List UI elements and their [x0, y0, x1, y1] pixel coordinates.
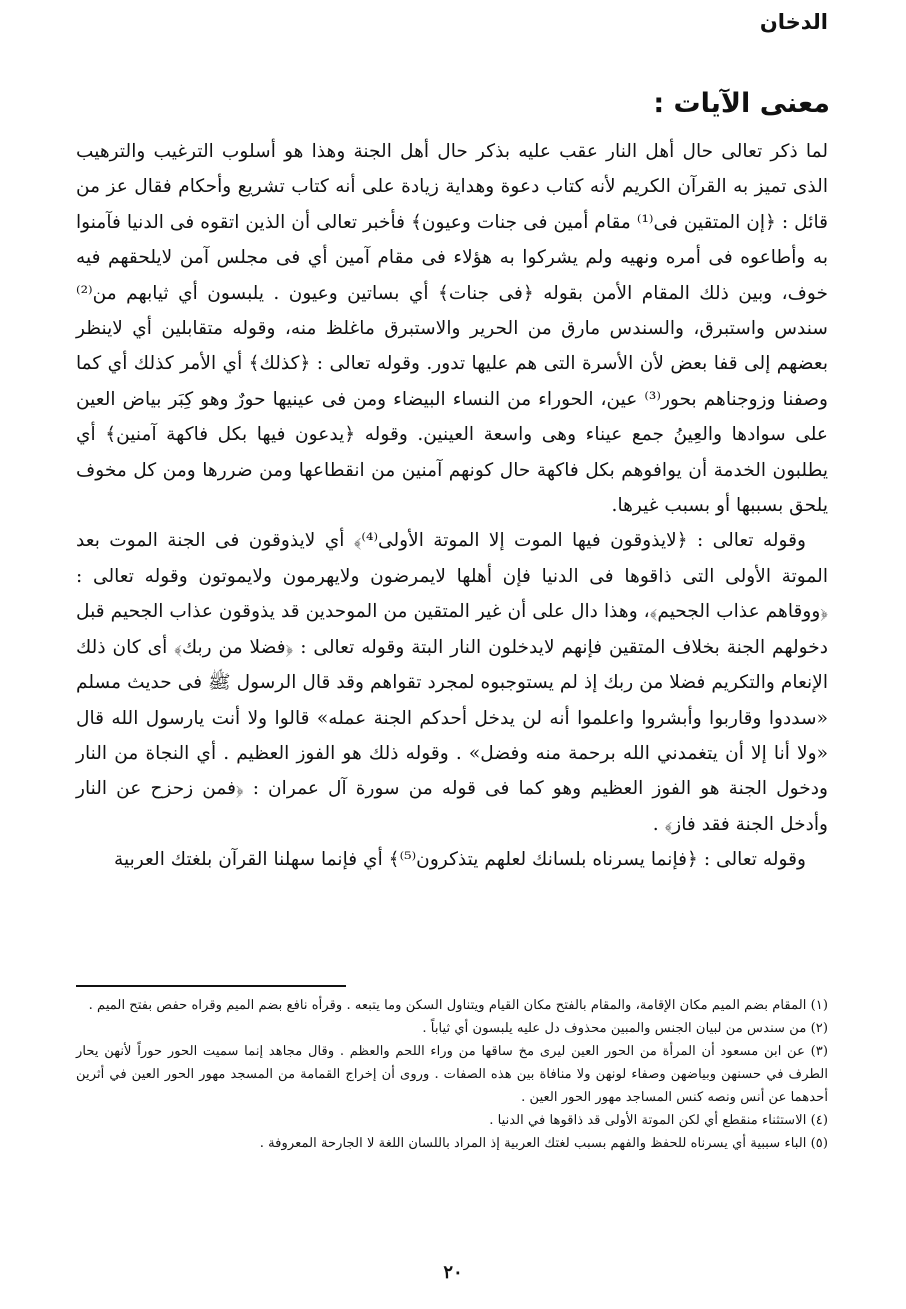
running-header: الدخان	[759, 10, 828, 34]
footnote: (٢) من سندس من لبيان الجنس والمبين محذوف دل عليه يلبسون أي ثياباً .	[422, 1021, 828, 1036]
page-number: ٢٠	[443, 1262, 463, 1283]
footnote: (٥) الباء سببية أي يسرناه للحفظ والفهم بسبب لغتك العربية إذ المراد باللسان اللغة لا الجارحة المعروفة .	[259, 1136, 828, 1151]
body-paragraph: وقوله تعالى : ﴿لايذوقون فيها الموت إلا الموتة الأولى⁽⁴⁾﴾ أي لايذوقون فى الجنة الموت بعد الموتة الأولى التى ذاقوها فى الدنيا فإن أهلها لايمرضون ولايهرمون ولايموتون وقوله تعالى : ﴿ووقاهم عذاب الجحيم﴾، وهذا دال على أن غير المتقين من الموحدين قد يذوقون عذاب الجحيم قبل دخولهم الجنة بخلاف المتقين فإنهم لايدخلون النار البتة وقوله تعالى : ﴿فضلا من ربك﴾ أى كان ذلك الإنعام والتكريم فضلا من ربك إذ لم يستوجبوه لمجرد تقواهم وقد قال الرسول ﷺ فى حديث مسلم «سددوا وقاربوا وأبشروا واعلموا أنه لن يدخل أحدكم الجنة عمله» قالوا ولا أنت يارسول الله قال «ولا أنا إلا أن يتغمدني الله برحمة منه وفضل» . وقوله ذلك هو الفوز العظيم . أي النجاة من النار ودخول الجنة هو الفوز العظيم وهو كما فى قوله من سورة آل عمران : ﴿فمن زحزح عن النار وأدخل الجنة فقد فاز﴾ .	[76, 530, 828, 835]
body-paragraph: وقوله تعالى : ﴿فإنما يسرناه بلسانك لعلهم يتذكرون⁽⁵⁾﴾ أي فإنما سهلنا القرآن بلغتك العربية	[114, 849, 806, 871]
footnote-separator	[76, 985, 346, 987]
footnotes	[76, 994, 828, 1155]
body-paragraph: لما ذكر تعالى حال أهل النار عقب عليه بذكر حال أهل الجنة وهذا هو أسلوب الترغيب والترهيب الذى تميز به القرآن الكريم لأنه كتاب دعوة وهداية زيادة على أنه كتاب تشريع وأحكام فقال عز من قائل : ﴿إن المتقين فى⁽¹⁾ مقام أمين فى جنات وعيون﴾ فأخبر تعالى أن الذين اتقوه فى الدنيا فآمنوا به وأطاعوه فى أمره ونهيه ولم يشركوا به هؤلاء فى مقام آمين أي فى مجلس آمن لايلحقهم فيه خوف، وبين ذلك المقام الأمن بقوله ﴿فى جنات﴾ أي بساتين وعيون . يلبسون أي ثيابهم من⁽²⁾ سندس واستبرق، والسندس مارق من الحرير والاستبرق ماغلظ منه، وقوله متقابلين أي لاينظر بعضهم إلى قفا بعض لأن الأسرة التى هم عليها تدور. وقوله تعالى : ﴿كذلك﴾ أي الأمر كذلك أي كما وصفنا وزوجناهم بحور⁽³⁾ عين، الحوراء من النساء البيضاء ومن فى عينيها حورٌ وهو كِبَر بياض العين على سوادها والعِينُ جمع عيناء وهى واسعة العينين. وقوله ﴿يدعون فيها بكل فاكهة آمنين﴾ أي يطلبون الخدمة أن يوافوهم بكل فاكهة حال كونهم آمنين من انقطاعها ومن ضررها ومن كل مخوف يلحق بسببها أو بسبب غيرها.	[76, 141, 828, 517]
body-text	[76, 134, 828, 878]
footnote: (١) المقام بضم الميم مكان الإقامة، والمقام بالفتح مكان القيام ويتناول السكن وما يتبعه . وقرأه نافع بضم الميم وقراه حفص بفتح الميم .	[88, 998, 828, 1013]
footnote: (٤) الاستثناء منقطع أي لكن الموتة الأولى قد ذاقوها في الدنيا .	[489, 1113, 828, 1128]
section-title: معنى الآيات :	[653, 88, 830, 119]
footnote: (٣) عن ابن مسعود أن المرأة من الحور العين ليرى مخ ساقها من وراء اللحم والعظم . وقال مجاهد إنما سميت الحور حوراً لأنهن يحار الطرف في حسنهن وبياضهن وصفاء لونهن ولا منافاة بين هذه الصفات . وروى أن إخراج القمامة من المسجد مهور الحور العين في أثرين أحدهما عن أنس ونصه كنس المساجد مهور الحور العين .	[76, 1044, 828, 1105]
